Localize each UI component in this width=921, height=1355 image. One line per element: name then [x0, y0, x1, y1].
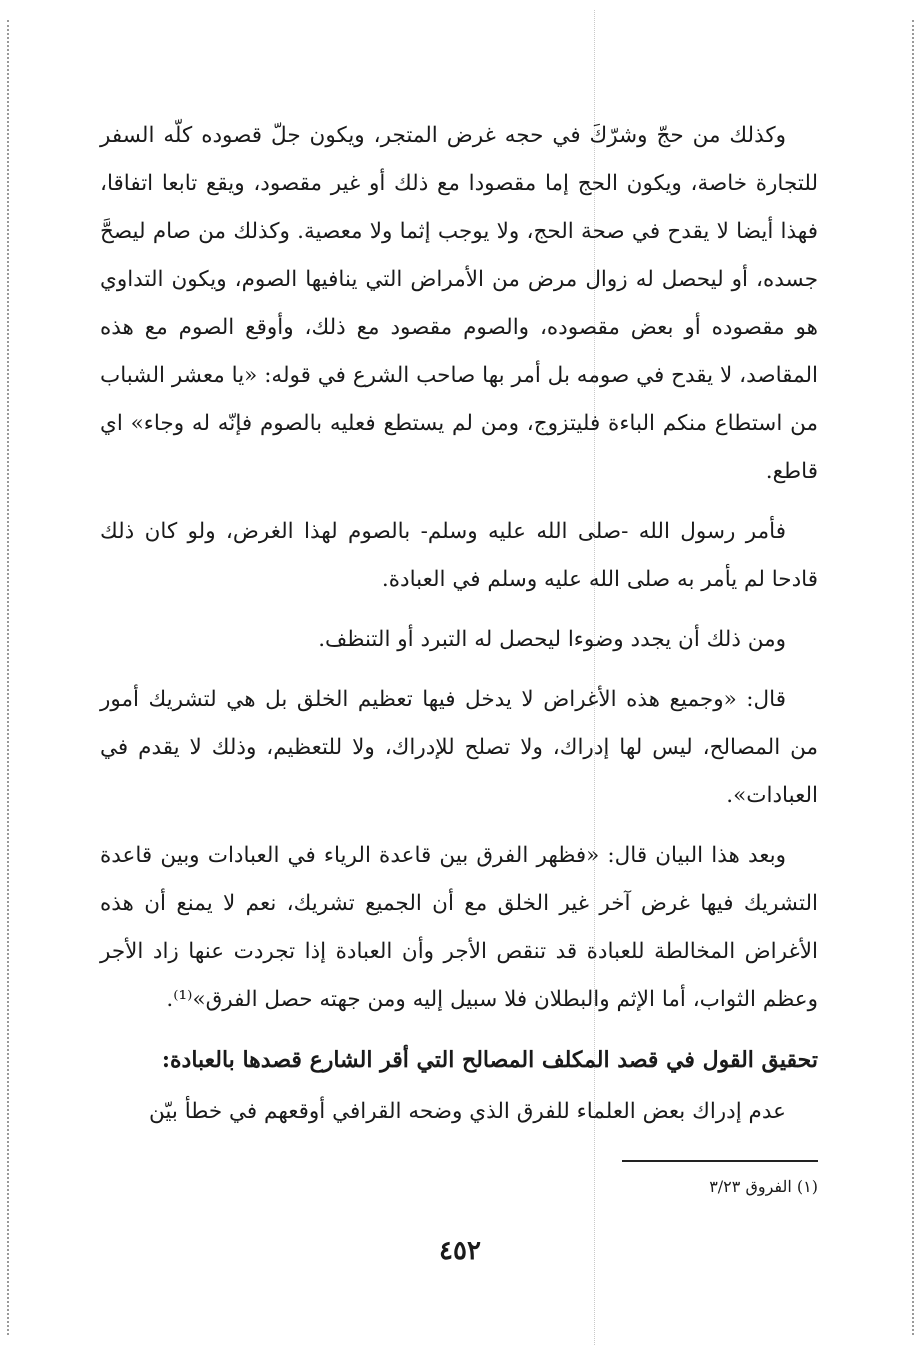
section-heading: تحقيق القول في قصد المكلف المصالح التي أقر الشارع قصدها بالعبادة:: [161, 1047, 818, 1073]
body-text: [100, 112, 818, 1136]
right-edge-dots: [912, 20, 914, 1335]
paragraph-1: وكذلك من حجّ وشرّكَ في حجه غرض المتجر، ويكون جلّ قصوده كلّه السفر للتجارة خاصة، ويكون الحج إما مقصودا مع ذلك أو غير مقصود، ويقع تابعا اتفاقا، فهذا أيضا لا يقدح في صحة الحج، ولا يوجب إثما ولا معصية. وكذلك من صام ليصحَّ جسده، أو ليحصل له زوال مرض من الأمراض التي ينافيها الصوم، ويكون التداوي هو مقصوده أو بعض مقصوده، والصوم مقصود مع ذلك، وأوقع الصوم مع هذه المقاصد، لا يقدح في صومه بل أمر بها صاحب الشرع في قوله: «يا معشر الشباب من استطاع منكم الباءة فليتزوج، ومن لم يستطع فعليه بالصوم فإنّه له وجاء» اي قاطع.: [100, 123, 818, 484]
page-number: ٤٥٢: [439, 1236, 481, 1266]
paragraph-4: قال: «وجميع هذه الأغراض لا يدخل فيها تعظيم الخلق بل هي لتشريك أمور من المصالح، ليس لها إدراك، ولا تصلح للإدراك، ولا للتعظيم، وذلك لا يقدم في العبادات».: [100, 687, 818, 808]
paragraph-6: عدم إدراك بعض العلماء للفرق الذي وضحه القرافي أوقعهم في خطأ بيّن: [149, 1099, 786, 1124]
footnote-separator: [622, 1160, 818, 1162]
paragraph-5: وبعد هذا البيان قال: «فظهر الفرق بين قاعدة الرياء في العبادات وبين قاعدة التشريك فيها غرض آخر غير الخلق مع أن الجميع تشريك، نعم لا يمنع أن هذه الأغراض المخالطة للعبادة قد تنقص الأجر وأن العبادة إذا تجردت عنها زاد الأجر وعظم الثواب، أما الإثم والبطلان فلا سبيل إليه ومن جهته حصل الفرق»⁽¹⁾.: [100, 843, 818, 1012]
paragraph-2: فأمر رسول الله -صلى الله عليه وسلم- بالصوم لهذا الغرض، ولو كان ذلك قادحا لم يأمر به صلى الله عليه وسلم في العبادة.: [100, 519, 818, 592]
paragraph-3: ومن ذلك أن يجدد وضوءا ليحصل له التبرد أو التنظف.: [318, 627, 786, 652]
footnote: (١) الفروق ٣/٢٣: [709, 1177, 818, 1196]
left-edge-dots: [7, 20, 9, 1335]
